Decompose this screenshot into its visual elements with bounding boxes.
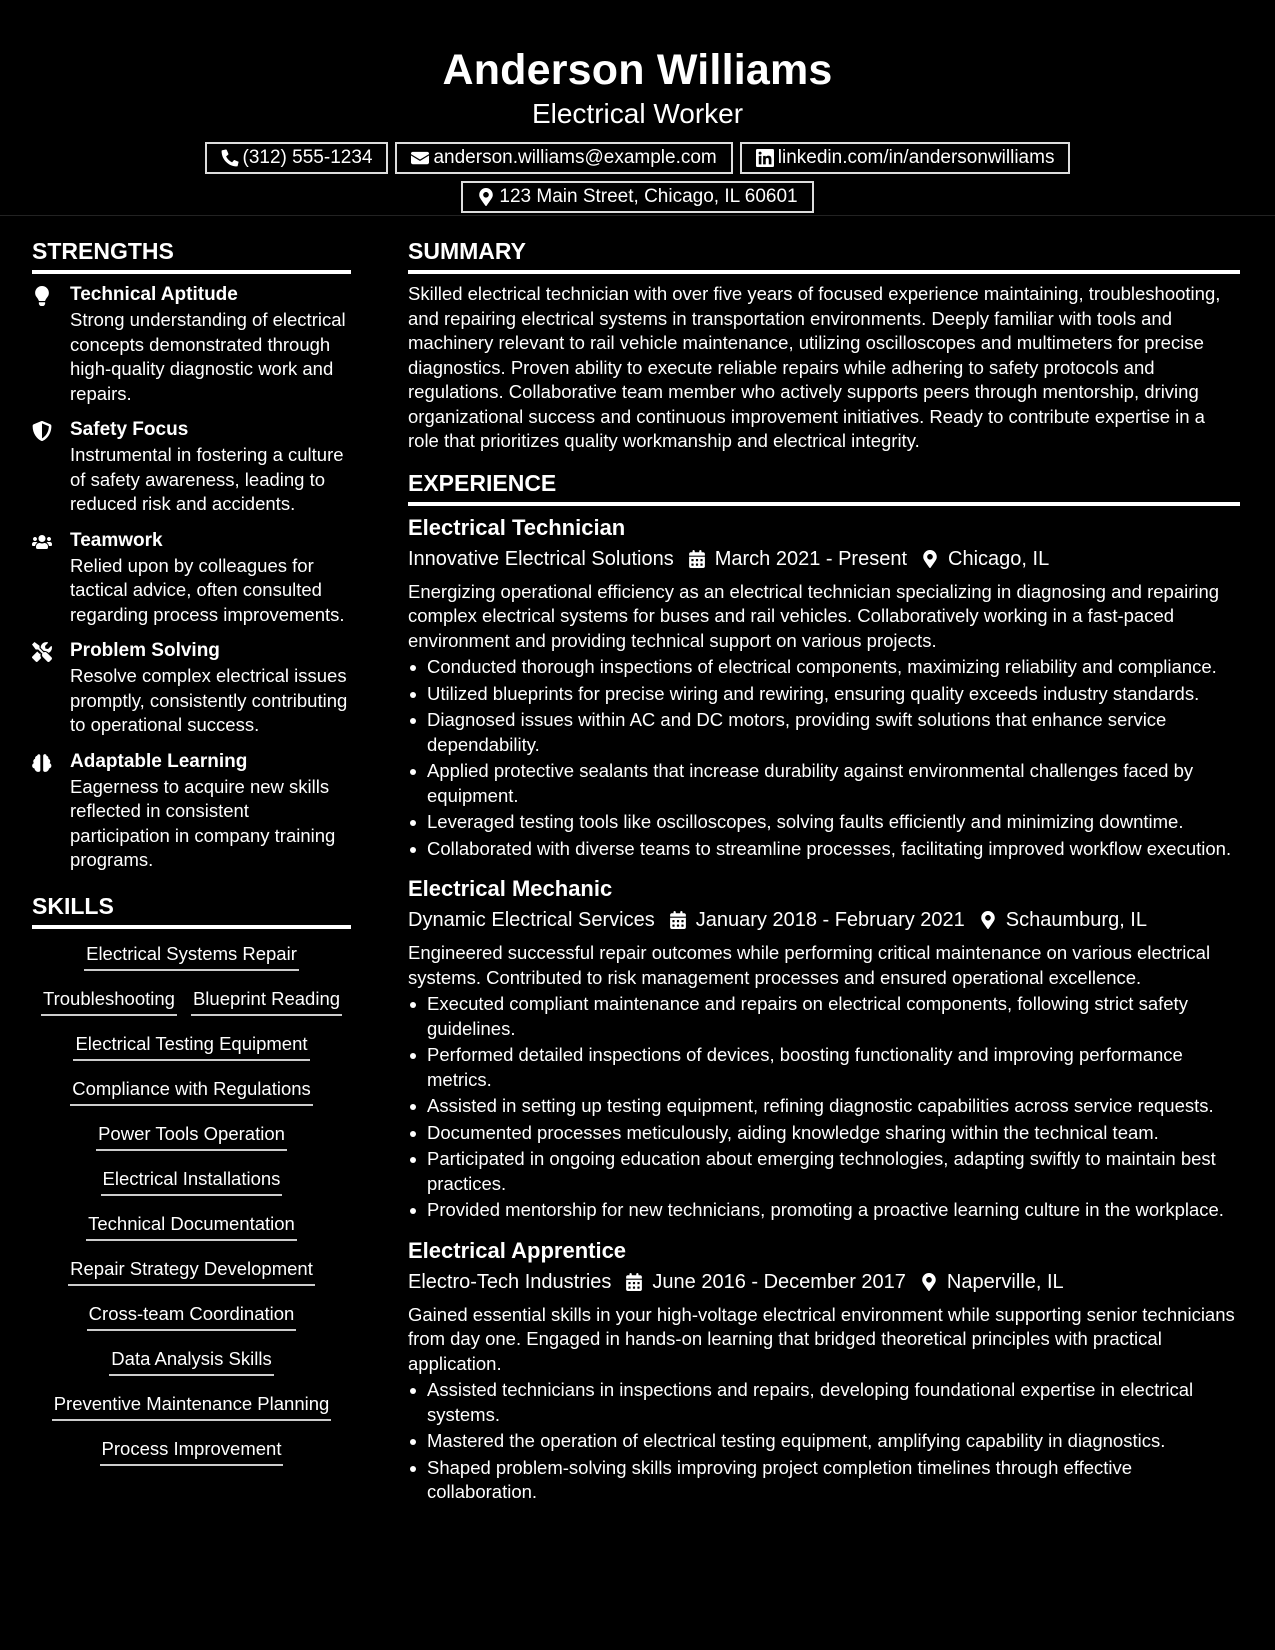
- map-marker-icon: [979, 911, 997, 929]
- lightbulb-icon: [32, 286, 52, 306]
- job-location: Naperville, IL: [946, 1270, 1064, 1293]
- summary-heading: SUMMARY: [408, 238, 1240, 274]
- job-bullet: Conducted thorough inspections of electrical components, maximizing reliability and compliance.: [408, 655, 1240, 680]
- strength-desc: Strong understanding of electrical concepts demonstrated through high-quality diagnostic work and repairs.: [70, 309, 346, 404]
- tools-icon: [32, 642, 52, 662]
- strength-name: Technical Aptitude: [70, 284, 238, 305]
- job-meta: [408, 905, 1240, 935]
- job-dates: January 2018 - February 2021: [695, 909, 965, 931]
- job-bullet: Provided mentorship for new technicians, promoting a proactive learning culture in the workplace.: [408, 1198, 1240, 1223]
- job-entry: [408, 1237, 1240, 1505]
- phone-contact[interactable]: [205, 142, 389, 174]
- strength-item: [32, 282, 351, 406]
- skill-tag: Process Improvement: [100, 1436, 284, 1466]
- linkedin-icon: [756, 149, 774, 167]
- job-bullet: Shaped problem-solving skills improving project completion timelines through effective collaboration.: [408, 1456, 1240, 1505]
- brain-icon: [32, 753, 52, 773]
- job-bullet: Leveraged testing tools like oscilloscopes, solving faults efficiently and minimizing downtime.: [408, 810, 1240, 835]
- skill-tag: Technical Documentation: [86, 1211, 297, 1241]
- skill-tag: Blueprint Reading: [191, 986, 342, 1016]
- job-meta: [408, 544, 1240, 574]
- email-text: anderson.williams@example.com: [433, 147, 717, 168]
- skill-tag: Electrical Testing Equipment: [73, 1031, 309, 1061]
- skill-tag: Troubleshooting: [41, 986, 177, 1016]
- job-title: Electrical Mechanic: [408, 876, 613, 901]
- job-company: Electro-Tech Industries: [408, 1270, 612, 1293]
- skill-tag: Electrical Systems Repair: [84, 941, 299, 971]
- job-dates: March 2021 - Present: [714, 547, 908, 570]
- job-dates: June 2016 - December 2017: [652, 1270, 906, 1293]
- job-bullets: [408, 1378, 1240, 1505]
- job-bullet: Utilized blueprints for precise wiring and rewiring, ensuring quality exceeds industry standards.: [408, 682, 1240, 707]
- skill-tag: Data Analysis Skills: [109, 1346, 273, 1376]
- address-contact: [461, 181, 813, 213]
- resume-header: [0, 0, 1275, 216]
- contact-row: [0, 142, 1275, 174]
- skills-section: [32, 893, 351, 1477]
- map-marker-icon: [920, 1273, 938, 1291]
- job-entry: [408, 514, 1240, 862]
- candidate-title: Electrical Worker: [531, 98, 744, 129]
- phone-icon: [221, 149, 239, 167]
- job-bullets: [408, 992, 1240, 1223]
- map-marker-icon: [477, 188, 495, 206]
- job-title: Electrical Apprentice: [408, 1237, 627, 1263]
- job-bullet: Executed compliant maintenance and repairs on electrical components, following strict safety guidelines.: [408, 992, 1240, 1041]
- job-bullet: Diagnosed issues within AC and DC motors, providing swift solutions that enhance service dependability.: [408, 708, 1240, 757]
- linkedin-contact[interactable]: [740, 142, 1071, 174]
- job-company: Innovative Electrical Solutions: [408, 547, 674, 570]
- job-entry: [408, 875, 1240, 1223]
- strength-desc: Resolve complex electrical issues promptly, consistently contributing to operational success.: [70, 665, 348, 735]
- strength-name: Problem Solving: [70, 640, 220, 661]
- calendar-icon: [669, 911, 687, 929]
- skill-tag: Repair Strategy Development: [68, 1256, 315, 1286]
- strength-item: [32, 417, 351, 517]
- strength-desc: Instrumental in fostering a culture of safety awareness, leading to reduced risk and accidents.: [70, 444, 344, 514]
- strength-name: Safety Focus: [70, 419, 189, 440]
- job-bullet: Participated in ongoing education about emerging technologies, adapting swiftly to maintain best practices.: [408, 1147, 1240, 1196]
- job-bullet: Assisted technicians in inspections and repairs, developing foundational expertise in electrical systems.: [408, 1378, 1240, 1427]
- skill-tag: Electrical Installations: [101, 1166, 283, 1196]
- job-bullets: [408, 655, 1240, 861]
- strength-item: [32, 528, 351, 628]
- experience-heading: EXPERIENCE: [408, 470, 1240, 506]
- job-company: Dynamic Electrical Services: [408, 909, 655, 931]
- job-meta: [408, 1267, 1240, 1297]
- right-column: [408, 238, 1240, 1519]
- job-description: Gained essential skills in your high-voltage electrical environment while supporting senior technicians from day one. Engaged in hands-on learning that bridged theoretical principles with practical application.: [408, 1303, 1235, 1374]
- linkedin-text: linkedin.com/in/andersonwilliams: [777, 147, 1055, 168]
- strength-name: Teamwork: [70, 529, 163, 551]
- shield-icon: [32, 421, 52, 441]
- skill-tag: Cross-team Coordination: [87, 1301, 297, 1331]
- candidate-name: Anderson Williams: [442, 46, 833, 94]
- strength-item: [32, 749, 351, 873]
- map-marker-icon: [921, 550, 939, 568]
- strength-desc: Relied upon by colleagues for tactical advice, often consulted regarding process improvements.: [70, 554, 345, 625]
- job-bullet: Applied protective sealants that increase durability against environmental challenges faced by equipment.: [408, 759, 1240, 808]
- job-title: Electrical Technician: [408, 514, 626, 540]
- job-description: Engineered successful repair outcomes while performing critical maintenance on various electrical systems. Contributed to risk management processes and ensured operational excellence.: [408, 942, 1211, 988]
- skill-tag: Preventive Maintenance Planning: [52, 1391, 332, 1421]
- strength-name: Adaptable Learning: [70, 750, 248, 772]
- experience-section: [408, 470, 1240, 1505]
- job-location: Chicago, IL: [948, 547, 1050, 570]
- strength-desc: Eagerness to acquire new skills reflected in consistent participation in company training programs.: [70, 775, 336, 870]
- skills-heading: SKILLS: [32, 893, 351, 929]
- left-column: [32, 238, 351, 1477]
- strengths-heading: STRENGTHS: [32, 238, 351, 274]
- calendar-icon: [625, 1273, 643, 1291]
- users-icon: [32, 532, 52, 552]
- strength-item: [32, 638, 351, 738]
- address-text: 123 Main Street, Chicago, IL 60601: [499, 186, 798, 207]
- summary-text: Skilled electrical technician with over five years of focused experience maintaining, troubleshooting, and repairing electrical systems in transportation environments. Deeply familiar with tools and machinery relevant to rail vehicle maintenance, utilizing oscilloscopes and multimeters for precise diagnostics. Proven ability to execute reliable repairs while adhering to safety protocols and regulations. Collaborative team member who actively supports peers through mentorship, driving organizational success and continuous improvement initiatives. Ready to contribute expertise in a role that prioritizes quality workmanship and electrical integrity.: [408, 283, 1221, 451]
- contact-row-2: [0, 181, 1275, 213]
- job-bullet: Performed detailed inspections of devices, boosting functionality and improving performance metrics.: [408, 1043, 1240, 1092]
- job-location: Schaumburg, IL: [1005, 909, 1147, 931]
- envelope-icon: [411, 149, 429, 167]
- job-bullet: Assisted in setting up testing equipment, refining diagnostic capabilities across service requests.: [408, 1094, 1240, 1119]
- skill-tag: Power Tools Operation: [96, 1121, 287, 1151]
- phone-text: (312) 555-1234: [242, 147, 373, 168]
- skill-tag: Compliance with Regulations: [70, 1076, 313, 1106]
- job-description: Energizing operational efficiency as an electrical technician specializing in diagnosing and repairing complex electrical systems for buses and rail vehicles. Collaboratively working in a fast-paced environment and providing technical support on various projects.: [408, 580, 1220, 651]
- job-bullet: Collaborated with diverse teams to streamline processes, facilitating improved workflow execution.: [408, 837, 1240, 862]
- calendar-icon: [688, 550, 706, 568]
- email-contact[interactable]: [395, 142, 732, 174]
- job-bullet: Mastered the operation of electrical testing equipment, amplifying capability in diagnostics.: [408, 1429, 1240, 1454]
- job-bullet: Documented processes meticulously, aiding knowledge sharing within the technical team.: [408, 1121, 1240, 1146]
